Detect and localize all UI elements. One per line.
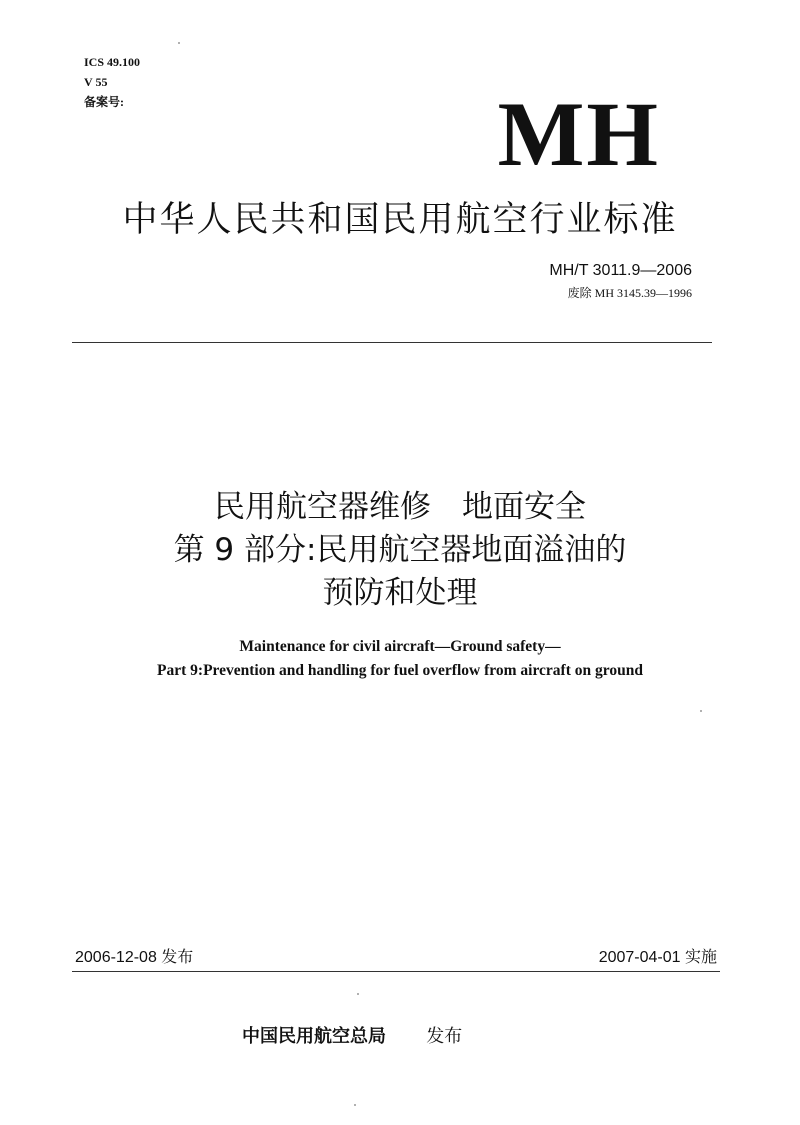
publish-verb: 发布 [426,1026,463,1047]
scan-speck [354,1104,356,1106]
english-title-line-1: Maintenance for civil aircraft—Ground safety— [239,638,561,655]
classification-block [84,52,140,112]
ccs-code: V 55 [84,75,108,89]
chinese-title-line-1: 民用航空器维修 地面安全 [214,489,586,525]
scan-speck [700,710,702,712]
english-title [0,635,800,683]
publisher-line [242,1022,462,1048]
implementation-date: 2007-04-01 实施 [598,949,717,966]
record-number-label: 备案号: [84,95,124,109]
chinese-title-line-2: 第 9 部分:民用航空器地面溢油的 [173,532,627,568]
standard-category-title: 中华人民共和国民用航空行业标准 [122,200,678,240]
scan-speck [178,42,180,44]
chinese-title-line-3: 预防和处理 [322,575,478,611]
mh-logo: MH [497,83,660,185]
standard-number: MH/T 3011.9—2006 [549,262,692,279]
ics-code: ICS 49.100 [84,55,141,69]
supersedes-note: 废除 MH 3145.39—1996 [567,286,692,300]
english-title-line-2: Part 9:Prevention and handling for fuel overflow from aircraft on ground [157,662,643,679]
chinese-title [0,486,800,615]
header-divider [72,342,712,343]
footer-divider [72,971,720,972]
issue-date: 2006-12-08 发布 [75,949,194,966]
standard-code-block [549,262,692,301]
scan-speck [357,993,359,995]
publisher-name: 中国民用航空总局 [242,1026,386,1047]
